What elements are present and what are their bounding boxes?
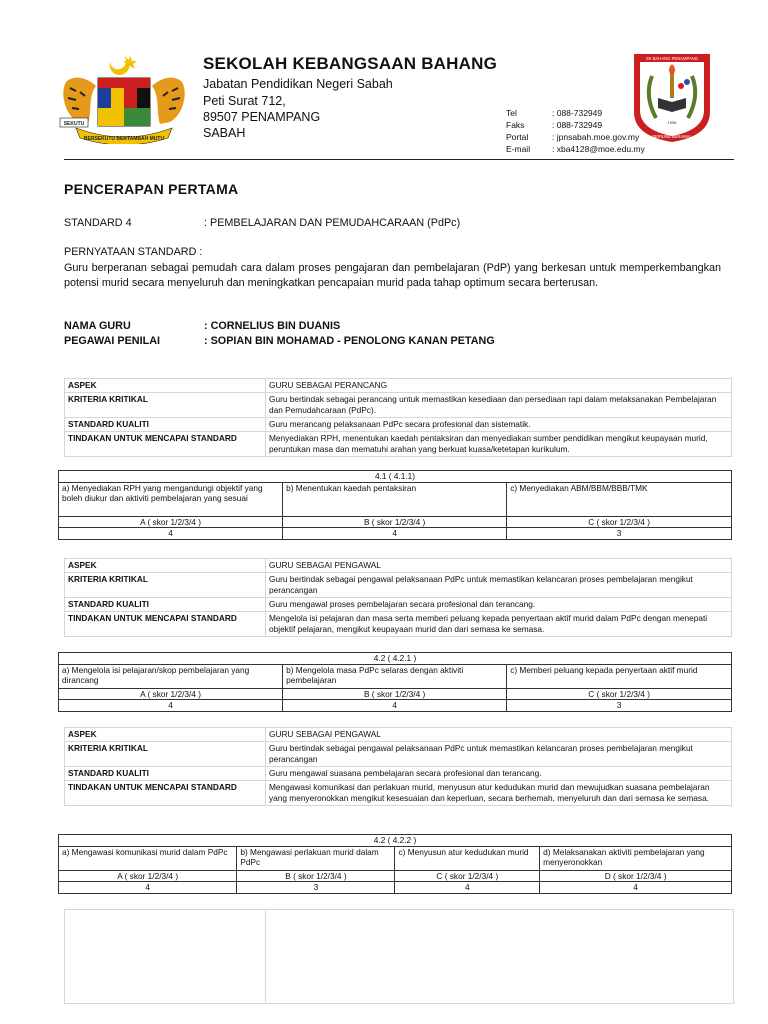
assessor-key: PEGAWAI PENILAI	[64, 335, 160, 347]
svg-text:BERSEKUTU BERTAMBAH MUTU: BERSEKUTU BERTAMBAH MUTU	[83, 136, 165, 142]
teacher-row	[64, 320, 340, 332]
svg-text:SK BAHANG PENAMPANG: SK BAHANG PENAMPANG	[645, 56, 699, 61]
aspek-key: TINDAKAN UNTUK MENCAPAI STANDARD	[65, 432, 266, 457]
table-row	[65, 742, 732, 767]
score-label-c: C ( skor 1/2/3/4 )	[507, 516, 732, 528]
aspek-key: ASPEK	[65, 379, 266, 393]
table-row	[65, 781, 732, 806]
score-label-b: B ( skor 1/2/3/4 )	[237, 870, 395, 882]
score-value-c: 4	[395, 882, 540, 894]
score-label-a: A ( skor 1/2/3/4 )	[59, 688, 283, 700]
table-row	[65, 418, 732, 432]
aspek-value: GURU SEBAGAI PENGAWAL	[266, 728, 732, 742]
table-row	[65, 379, 732, 393]
svg-text:1958: 1958	[667, 120, 677, 125]
score-table-3	[58, 834, 732, 894]
aspek-key: KRITERIA KRITIKAL	[65, 573, 266, 598]
aspek-value: Mengawasi komunikasi dan perlakuan murid, menyusun atur kedudukan murid dan mewujudkan suasana pembelajaran yang menyeronokkan mengikut kesesuaian dan keperluan, secara berhemah, menyeluruh dan dari semasa ke semasa.	[266, 781, 732, 806]
table-row	[59, 664, 732, 688]
aspek-key: STANDARD KUALITI	[65, 598, 266, 612]
score-label-b: B ( skor 1/2/3/4 )	[283, 516, 507, 528]
teacher-value: : CORNELIUS BIN DUANIS	[204, 320, 341, 332]
score-label-c: C ( skor 1/2/3/4 )	[507, 688, 732, 700]
signature-cell-left	[65, 910, 266, 1004]
contact-value: : 088-732949	[552, 108, 603, 118]
item-b: b) Mengawasi perlakuan murid dalam PdPc	[237, 846, 395, 870]
score-value-b: 4	[283, 700, 507, 712]
aspek-key: ASPEK	[65, 559, 266, 573]
contact-value: : jpnsabah.moe.gov.my	[552, 132, 640, 142]
item-c: c) Menyediakan ABM/BBM/BBB/TMK	[507, 482, 732, 516]
table-row	[65, 612, 732, 637]
item-d: d) Melaksanakan aktiviti pembelajaran yang menyeronokkan	[540, 846, 732, 870]
aspek-value: Guru mengawal proses pembelajaran secara profesional dan terancang.	[266, 598, 732, 612]
page-title: PENCERAPAN PERTAMA	[64, 181, 239, 197]
item-b: b) Mengelola masa PdPc selaras dengan aktiviti pembelajaran	[283, 664, 507, 688]
score-code: 4.2 ( 4.2.2 )	[59, 835, 732, 847]
table-row	[59, 700, 732, 712]
table-row	[65, 767, 732, 781]
table-row	[65, 432, 732, 457]
score-value-c: 3	[507, 700, 732, 712]
score-label-d: D ( skor 1/2/3/4 )	[540, 870, 732, 882]
score-code: 4.1 ( 4.1.1)	[59, 471, 732, 483]
table-row	[59, 846, 732, 870]
table-row	[65, 393, 732, 418]
table-row	[65, 573, 732, 598]
score-value-d: 4	[540, 882, 732, 894]
contact-value: : 088-732949	[552, 120, 603, 130]
aspek-value: Guru merancang pelaksanaan PdPc secara profesional dan sistematik.	[266, 418, 732, 432]
standard-value: : PEMBELAJARAN DAN PEMUDAHCARAAN (PdPc)	[204, 217, 461, 229]
table-row	[65, 598, 732, 612]
score-value-a: 4	[59, 528, 283, 540]
item-c: c) Memberi peluang kepada penyertaan aktif murid	[507, 664, 732, 688]
teacher-key: NAMA GURU	[64, 320, 131, 332]
aspek-key: KRITERIA KRITIKAL	[65, 742, 266, 767]
aspek-key: STANDARD KUALITI	[65, 767, 266, 781]
score-value-b: 3	[237, 882, 395, 894]
aspek-key: TINDAKAN UNTUK MENCAPAI STANDARD	[65, 781, 266, 806]
address-line-2: Peti Surat 712,	[203, 94, 286, 108]
aspek-table-3	[64, 727, 732, 806]
table-row	[59, 482, 732, 516]
contact-key: Faks	[506, 120, 525, 130]
signature-cell-right	[266, 910, 734, 1004]
item-a: a) Menyediakan RPH yang mengandungi objektif yang boleh diukur dan aktiviti pembelajaran yang sesuai	[59, 482, 283, 516]
school-badge-logo	[632, 52, 712, 144]
address-line-1: Jabatan Pendidikan Negeri Sabah	[203, 77, 393, 91]
aspek-table-1	[64, 378, 732, 457]
table-row	[59, 882, 732, 894]
svg-text:BERILMU BERAMAL: BERILMU BERAMAL	[652, 134, 692, 139]
score-label-a: A ( skor 1/2/3/4 )	[59, 870, 237, 882]
school-name: SEKOLAH KEBANGSAAN BAHANG	[203, 54, 498, 73]
table-row	[59, 471, 732, 483]
contact-block	[506, 107, 645, 155]
score-value-b: 4	[283, 528, 507, 540]
score-value-c: 3	[507, 528, 732, 540]
item-b: b) Menentukan kaedah pentaksiran	[283, 482, 507, 516]
score-code: 4.2 ( 4.2.1 )	[59, 653, 732, 665]
item-c: c) Menyusun atur kedudukan murid	[395, 846, 540, 870]
aspek-value: GURU SEBAGAI PERANCANG	[266, 379, 732, 393]
aspek-key: STANDARD KUALITI	[65, 418, 266, 432]
aspek-key: KRITERIA KRITIKAL	[65, 393, 266, 418]
aspek-value: Guru mengawal suasana pembelajaran secara profesional dan terancang.	[266, 767, 732, 781]
score-table-1	[58, 470, 732, 540]
table-row	[59, 835, 732, 847]
malaysia-coat-of-arms-logo	[58, 52, 190, 144]
aspek-key: ASPEK	[65, 728, 266, 742]
table-row	[59, 653, 732, 665]
statement-heading: PERNYATAAN STANDARD :	[64, 246, 203, 258]
aspek-table-2	[64, 558, 732, 637]
address-line-3: 89507 PENAMPANG	[203, 110, 321, 124]
aspek-value: Guru bertindak sebagai perancang untuk memastikan kesediaan dan persediaan rapi dalam melaksanakan Pembelajaran dan Pemudahcaraan (PdPc).	[266, 393, 732, 418]
aspek-key: TINDAKAN UNTUK MENCAPAI STANDARD	[65, 612, 266, 637]
score-value-a: 4	[59, 882, 237, 894]
item-a: a) Mengelola isi pelajaran/skop pembelajaran yang dirancang	[59, 664, 283, 688]
assessor-value: : SOPIAN BIN MOHAMAD - PENOLONG KANAN PETANG	[204, 335, 495, 347]
signature-table	[64, 909, 734, 1004]
contact-key: Portal	[506, 132, 529, 142]
table-row	[65, 910, 734, 1004]
table-row	[59, 688, 732, 700]
table-row	[65, 559, 732, 573]
score-label-a: A ( skor 1/2/3/4 )	[59, 516, 283, 528]
svg-text:SEKUTU: SEKUTU	[63, 121, 85, 127]
aspek-value: Guru bertindak sebagai pengawal pelaksanaan PdPc untuk memastikan kelancaran proses pembelajaran mengikut perancangan	[266, 742, 732, 767]
aspek-value: Menyediakan RPH, menentukan kaedah pentaksiran dan menyediakan sumber pendidikan mengikut keupayaan murid, peruntukan masa dan mematuhi arahan yang berkuat kuasa/ketetapan kurikulum.	[266, 432, 732, 457]
assessor-row	[64, 335, 495, 347]
aspek-value: Guru bertindak sebagai pengawal pelaksanaan PdPc untuk memastikan kelancaran proses pembelajaran mengikut perancangan	[266, 573, 732, 598]
aspek-value: GURU SEBAGAI PENGAWAL	[266, 559, 732, 573]
score-value-a: 4	[59, 700, 283, 712]
contact-value: : xba4128@moe.edu.my	[552, 144, 645, 154]
contact-key: E-mail	[506, 144, 531, 154]
address-line-4: SABAH	[203, 126, 246, 140]
statement-text: Guru berperanan sebagai pemudah cara dalam proses pengajaran dan pembelajaran (PdP) yang berkesan untuk memperkembangkan potensi murid secara menyeluruh dan meningkatkan pencapaian murid pada tahap optimum secara berterusan.	[64, 262, 721, 289]
standard-key: STANDARD 4	[64, 217, 132, 229]
score-table-2	[58, 652, 732, 712]
table-row	[65, 728, 732, 742]
item-a: a) Mengawasi komunikasi murid dalam PdPc	[59, 846, 237, 870]
letterhead	[0, 0, 768, 170]
aspek-value: Mengelola isi pelajaran dan masa serta memberi peluang kepada penyertaan aktif murid dalam PdPc dengan menepati objektif pelajaran, mengikut keupayaan murid dan dari semasa ke semasa.	[266, 612, 732, 637]
standard-row	[64, 217, 460, 229]
header-divider	[64, 159, 734, 160]
table-row	[59, 516, 732, 528]
score-label-b: B ( skor 1/2/3/4 )	[283, 688, 507, 700]
table-row	[59, 870, 732, 882]
contact-key: Tel	[506, 108, 517, 118]
score-label-c: C ( skor 1/2/3/4 )	[395, 870, 540, 882]
table-row	[59, 528, 732, 540]
